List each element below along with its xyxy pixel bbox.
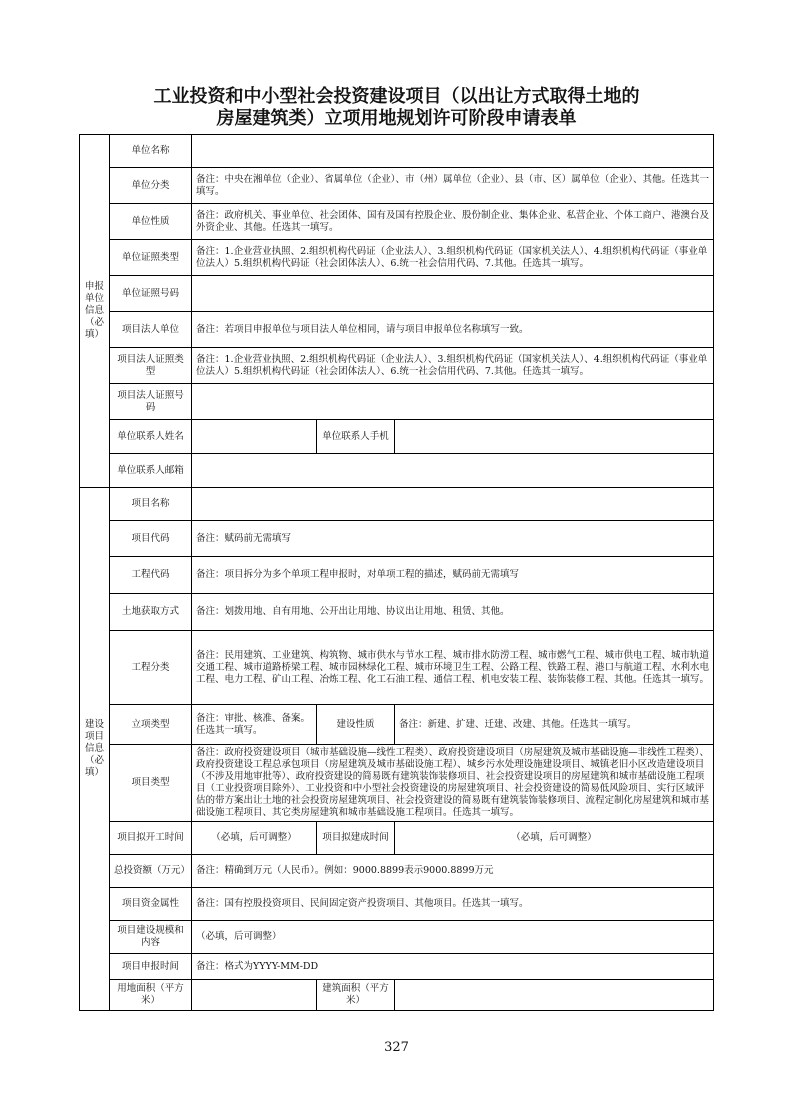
cert-type-label: 单位证照类型 bbox=[110, 240, 192, 276]
project-name-field[interactable] bbox=[192, 488, 714, 521]
contact-phone-field[interactable] bbox=[395, 420, 714, 454]
legal-cert-type-label: 项目法人证照类型 bbox=[110, 348, 192, 384]
unit-nature-label: 单位性质 bbox=[110, 204, 192, 240]
legal-cert-no-label: 项目法人证照号码 bbox=[110, 384, 192, 420]
project-code-field[interactable]: 备注：赋码前无需填写 bbox=[192, 521, 714, 557]
approval-type-label: 立项类型 bbox=[110, 705, 192, 745]
approval-type-field[interactable]: 备注：审批、核准、备案。任选其一填写。 bbox=[192, 705, 317, 745]
page-number: 327 bbox=[384, 1040, 409, 1055]
build-nature-label: 建设性质 bbox=[317, 705, 395, 745]
land-method-field[interactable]: 备注：划拨用地、自有用地、公开出让用地、协议出让用地、租赁、其他。 bbox=[192, 594, 714, 631]
cert-no-field[interactable] bbox=[192, 276, 714, 312]
total-investment-label: 总投资额（万元） bbox=[110, 855, 192, 888]
eng-category-label: 工程分类 bbox=[110, 631, 192, 705]
project-type-field[interactable]: 备注：政府投资建设项目（城市基础设施—线性工程类）、政府投资建设项目（房屋建筑及城市基础设施—非线性工程类）、政府投资建设工程总承包项目（房屋建筑及城市基础设施工程）、城乡污水处理设施建设项目、城镇老旧小区改造建设项目（不涉及用地审批等）、政府投资建设的简易既有建筑装饰装修项目、社会投资建设项目的房屋建筑和城市基础设施工程项目（工业投资项目除外）、工业投资和中小型社会投资建设的房屋建筑项目、社会投资建设的简易低风险项目、实行区域评估的带方案出让土地的社会投资房屋建筑项目、社会投资建设的简易既有建筑装饰装修项目、流程定制化房屋建筑和城市基础设施工程项目、其它类房屋建筑和城市基础设施工程项目。任选其一填写。 bbox=[192, 745, 714, 822]
scale-field[interactable]: （必填，后可调整） bbox=[192, 921, 714, 954]
fund-attr-label: 项目资金属性 bbox=[110, 888, 192, 921]
unit-category-field[interactable]: 备注：中央在湘单位（企业）、省属单位（企业）、市（州）属单位（企业）、县（市、区）属单位（企业）、其他。任选其一填写。 bbox=[192, 168, 714, 204]
eng-code-label: 工程代码 bbox=[110, 557, 192, 594]
contact-email-field[interactable] bbox=[192, 454, 714, 488]
contact-name-label: 单位联系人姓名 bbox=[110, 420, 192, 454]
unit-category-label: 单位分类 bbox=[110, 168, 192, 204]
scale-label: 项目建设规模和内容 bbox=[110, 921, 192, 954]
applicant-section-label: 申报单位信息（必填） bbox=[80, 135, 110, 488]
land-area-label: 用地面积（平方米） bbox=[110, 980, 192, 1011]
unit-name-label: 单位名称 bbox=[110, 135, 192, 168]
contact-email-label: 单位联系人邮箱 bbox=[110, 454, 192, 488]
fund-attr-field[interactable]: 备注：国有控股投资项目、民间固定资产投资项目、其他项目。任选其一填写。 bbox=[192, 888, 714, 921]
application-form-table bbox=[79, 134, 714, 1011]
cert-no-label: 单位证照号码 bbox=[110, 276, 192, 312]
form-title-line2: 房屋建筑类）立项用地规划许可阶段申请表单 bbox=[216, 108, 577, 129]
unit-name-field[interactable] bbox=[192, 135, 714, 168]
unit-nature-field[interactable]: 备注：政府机关、事业单位、社会团体、国有及国有控股企业、股份制企业、集体企业、私营企业、个体工商户、港澳台及外资企业、其他。任选其一填写。 bbox=[192, 204, 714, 240]
end-time-label: 项目拟建成时间 bbox=[317, 822, 395, 855]
eng-code-field[interactable]: 备注：项目拆分为多个单项工程申报时，对单项工程的描述，赋码前无需填写 bbox=[192, 557, 714, 594]
form-title-line1: 工业投资和中小型社会投资建设项目（以出让方式取得土地的 bbox=[153, 86, 640, 107]
apply-time-field[interactable]: 备注：格式为YYYY-MM-DD bbox=[192, 954, 714, 980]
legal-cert-no-field[interactable] bbox=[192, 384, 714, 420]
project-section-label: 建设项目信息（必填） bbox=[80, 488, 110, 1011]
build-area-field[interactable] bbox=[395, 980, 714, 1011]
project-type-label: 项目类型 bbox=[110, 745, 192, 822]
apply-time-label: 项目申报时间 bbox=[110, 954, 192, 980]
eng-category-field[interactable]: 备注：民用建筑、工业建筑、构筑物、城市供水与节水工程、城市排水防涝工程、城市燃气工程、城市供电工程、城市轨道交通工程、城市道路桥梁工程、城市园林绿化工程、城市环境卫生工程、公路工程、铁路工程、港口与航道工程、水利水电工程、电力工程、矿山工程、冶炼工程、化工石油工程、通信工程、机电安装工程、装饰装修工程、其他。任选其一填写。 bbox=[192, 631, 714, 705]
legal-unit-field[interactable]: 备注：若项目申报单位与项目法人单位相同，请与项目申报单位名称填写一致。 bbox=[192, 312, 714, 348]
legal-cert-type-field[interactable]: 备注：1.企业营业执照、2.组织机构代码证（企业法人）、3.组织机构代码证（国家机关法人）、4.组织机构代码证（事业单位法人）5.组织机构代码证（社会团体法人）、6.统一社会信用代码、7.其他。任选其一填写。 bbox=[192, 348, 714, 384]
contact-name-field[interactable] bbox=[192, 420, 317, 454]
land-area-field[interactable] bbox=[192, 980, 317, 1011]
legal-unit-label: 项目法人单位 bbox=[110, 312, 192, 348]
start-time-field[interactable]: （必填，后可调整） bbox=[192, 822, 317, 855]
land-method-label: 土地获取方式 bbox=[110, 594, 192, 631]
contact-phone-label: 单位联系人手机 bbox=[317, 420, 395, 454]
cert-type-field[interactable]: 备注：1.企业营业执照、2.组织机构代码证（企业法人）、3.组织机构代码证（国家机关法人）、4.组织机构代码证（事业单位法人）5.组织机构代码证（社会团体法人）、6.统一社会信用代码、7.其他。任选其一填写。 bbox=[192, 240, 714, 276]
start-time-label: 项目拟开工时间 bbox=[110, 822, 192, 855]
total-investment-field[interactable]: 备注：精确到万元（人民币）。例如：9000.8899表示9000.8899万元 bbox=[192, 855, 714, 888]
project-name-label: 项目名称 bbox=[110, 488, 192, 521]
end-time-field[interactable]: （必填，后可调整） bbox=[395, 822, 714, 855]
build-area-label: 建筑面积（平方米） bbox=[317, 980, 395, 1011]
project-code-label: 项目代码 bbox=[110, 521, 192, 557]
build-nature-field[interactable]: 备注：新建、扩建、迁建、改建、其他。任选其一填写。 bbox=[395, 705, 714, 745]
